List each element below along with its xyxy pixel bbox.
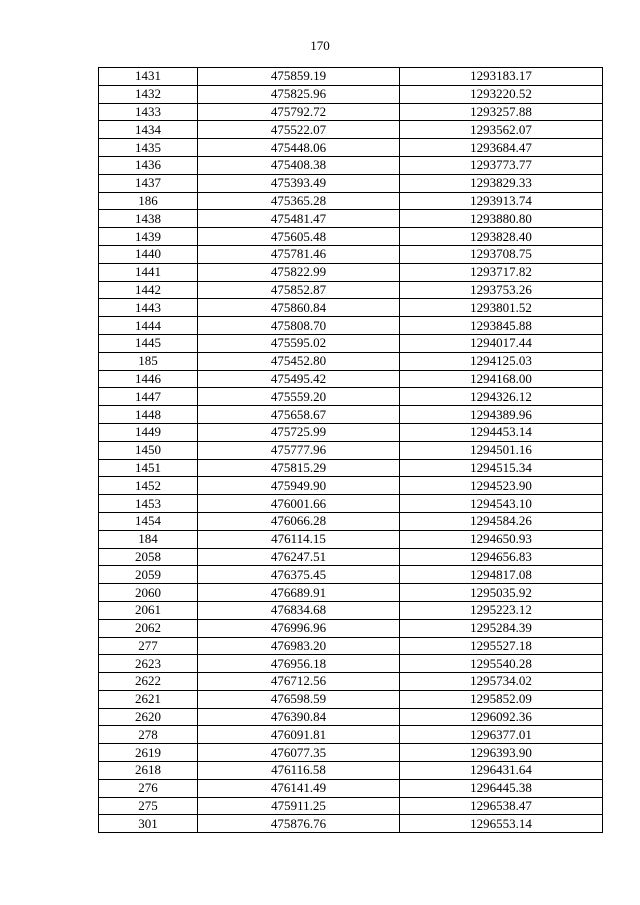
point-number-cell: 1439 [99,228,198,246]
x-coordinate-cell: 476983.20 [198,637,400,655]
y-coordinate-cell: 1295852.09 [400,690,603,708]
y-coordinate-cell: 1294650.93 [400,530,603,548]
table-row [99,530,603,548]
table-row [99,441,603,459]
y-coordinate-cell: 1296377.01 [400,726,603,744]
x-coordinate-cell: 475822.99 [198,263,400,281]
table-row [99,601,603,619]
table-row [99,673,603,691]
coordinates-table [98,67,603,833]
point-number-cell: 1435 [99,139,198,157]
table-row [99,334,603,352]
y-coordinate-cell: 1296553.14 [400,815,603,833]
x-coordinate-cell: 475911.25 [198,797,400,815]
x-coordinate-cell: 476689.91 [198,584,400,602]
y-coordinate-cell: 1294125.03 [400,352,603,370]
x-coordinate-cell: 476116.58 [198,762,400,780]
table-row [99,228,603,246]
y-coordinate-cell: 1294017.44 [400,334,603,352]
x-coordinate-cell: 476247.51 [198,548,400,566]
y-coordinate-cell: 1293708.75 [400,245,603,263]
table-row [99,797,603,815]
y-coordinate-cell: 1293562.07 [400,121,603,139]
y-coordinate-cell: 1296445.38 [400,779,603,797]
y-coordinate-cell: 1294168.00 [400,370,603,388]
x-coordinate-cell: 475595.02 [198,334,400,352]
table-row [99,762,603,780]
point-number-cell: 1444 [99,317,198,335]
y-coordinate-cell: 1294656.83 [400,548,603,566]
table-row [99,121,603,139]
point-number-cell: 1441 [99,263,198,281]
x-coordinate-cell: 475860.84 [198,299,400,317]
point-number-cell: 275 [99,797,198,815]
y-coordinate-cell: 1294523.90 [400,477,603,495]
x-coordinate-cell: 475605.48 [198,228,400,246]
point-number-cell: 1445 [99,334,198,352]
point-number-cell: 1451 [99,459,198,477]
y-coordinate-cell: 1294453.14 [400,423,603,441]
table-row [99,192,603,210]
y-coordinate-cell: 1293801.52 [400,299,603,317]
point-number-cell: 1442 [99,281,198,299]
x-coordinate-cell: 475808.70 [198,317,400,335]
x-coordinate-cell: 476375.45 [198,566,400,584]
table-row [99,263,603,281]
table-row [99,815,603,833]
point-number-cell: 1438 [99,210,198,228]
point-number-cell: 1443 [99,299,198,317]
x-coordinate-cell: 475408.38 [198,156,400,174]
x-coordinate-cell: 475859.19 [198,68,400,86]
table-row [99,584,603,602]
point-number-cell: 1434 [99,121,198,139]
y-coordinate-cell: 1293753.26 [400,281,603,299]
x-coordinate-cell: 475792.72 [198,103,400,121]
y-coordinate-cell: 1293829.33 [400,174,603,192]
x-coordinate-cell: 475365.28 [198,192,400,210]
point-number-cell: 278 [99,726,198,744]
table-row [99,139,603,157]
x-coordinate-cell: 475658.67 [198,406,400,424]
point-number-cell: 2061 [99,601,198,619]
table-row [99,637,603,655]
y-coordinate-cell: 1294584.26 [400,512,603,530]
point-number-cell: 277 [99,637,198,655]
table-row [99,548,603,566]
y-coordinate-cell: 1293220.52 [400,85,603,103]
point-number-cell: 1431 [99,68,198,86]
point-number-cell: 1440 [99,245,198,263]
table-row [99,68,603,86]
x-coordinate-cell: 476066.28 [198,512,400,530]
point-number-cell: 1452 [99,477,198,495]
x-coordinate-cell: 475452.80 [198,352,400,370]
y-coordinate-cell: 1296092.36 [400,708,603,726]
x-coordinate-cell: 475781.46 [198,245,400,263]
point-number-cell: 2623 [99,655,198,673]
table-row [99,317,603,335]
y-coordinate-cell: 1293257.88 [400,103,603,121]
x-coordinate-cell: 476141.49 [198,779,400,797]
point-number-cell: 1446 [99,370,198,388]
x-coordinate-cell: 476834.68 [198,601,400,619]
table-row [99,210,603,228]
x-coordinate-cell: 476712.56 [198,673,400,691]
y-coordinate-cell: 1294817.08 [400,566,603,584]
table-row [99,103,603,121]
table-row [99,726,603,744]
table-row [99,388,603,406]
x-coordinate-cell: 475448.06 [198,139,400,157]
y-coordinate-cell: 1293880.80 [400,210,603,228]
x-coordinate-cell: 475393.49 [198,174,400,192]
point-number-cell: 2060 [99,584,198,602]
x-coordinate-cell: 476996.96 [198,619,400,637]
point-number-cell: 1453 [99,495,198,513]
table-row [99,708,603,726]
table-row [99,423,603,441]
y-coordinate-cell: 1293773.77 [400,156,603,174]
y-coordinate-cell: 1296431.64 [400,762,603,780]
point-number-cell: 2618 [99,762,198,780]
point-number-cell: 186 [99,192,198,210]
x-coordinate-cell: 475852.87 [198,281,400,299]
x-coordinate-cell: 475876.76 [198,815,400,833]
table-row [99,352,603,370]
coordinates-table-body [99,68,603,833]
table-row [99,245,603,263]
point-number-cell: 185 [99,352,198,370]
table-row [99,156,603,174]
y-coordinate-cell: 1294501.16 [400,441,603,459]
x-coordinate-cell: 475777.96 [198,441,400,459]
point-number-cell: 1436 [99,156,198,174]
point-number-cell: 301 [99,815,198,833]
y-coordinate-cell: 1293183.17 [400,68,603,86]
point-number-cell: 1437 [99,174,198,192]
x-coordinate-cell: 476091.81 [198,726,400,744]
y-coordinate-cell: 1294389.96 [400,406,603,424]
x-coordinate-cell: 476956.18 [198,655,400,673]
table-row [99,174,603,192]
x-coordinate-cell: 476114.15 [198,530,400,548]
x-coordinate-cell: 475522.07 [198,121,400,139]
x-coordinate-cell: 475481.47 [198,210,400,228]
point-number-cell: 2058 [99,548,198,566]
x-coordinate-cell: 476001.66 [198,495,400,513]
y-coordinate-cell: 1296393.90 [400,744,603,762]
table-row [99,281,603,299]
x-coordinate-cell: 476077.35 [198,744,400,762]
table-row [99,655,603,673]
table-row [99,619,603,637]
table-row [99,566,603,584]
x-coordinate-cell: 475725.99 [198,423,400,441]
point-number-cell: 1432 [99,85,198,103]
point-number-cell: 1447 [99,388,198,406]
point-number-cell: 1433 [99,103,198,121]
table-row [99,495,603,513]
y-coordinate-cell: 1294515.34 [400,459,603,477]
table-row [99,512,603,530]
table-row [99,299,603,317]
point-number-cell: 1454 [99,512,198,530]
x-coordinate-cell: 476598.59 [198,690,400,708]
table-row [99,744,603,762]
point-number-cell: 276 [99,779,198,797]
x-coordinate-cell: 476390.84 [198,708,400,726]
point-number-cell: 1448 [99,406,198,424]
point-number-cell: 184 [99,530,198,548]
point-number-cell: 2059 [99,566,198,584]
table-row [99,477,603,495]
point-number-cell: 2622 [99,673,198,691]
x-coordinate-cell: 475495.42 [198,370,400,388]
y-coordinate-cell: 1295527.18 [400,637,603,655]
y-coordinate-cell: 1293684.47 [400,139,603,157]
point-number-cell: 1449 [99,423,198,441]
x-coordinate-cell: 475825.96 [198,85,400,103]
page-number: 170 [310,38,330,53]
y-coordinate-cell: 1294326.12 [400,388,603,406]
table-row [99,370,603,388]
y-coordinate-cell: 1295284.39 [400,619,603,637]
point-number-cell: 2620 [99,708,198,726]
point-number-cell: 2621 [99,690,198,708]
y-coordinate-cell: 1295734.02 [400,673,603,691]
point-number-cell: 2062 [99,619,198,637]
y-coordinate-cell: 1295223.12 [400,601,603,619]
x-coordinate-cell: 475559.20 [198,388,400,406]
y-coordinate-cell: 1295035.92 [400,584,603,602]
x-coordinate-cell: 475949.90 [198,477,400,495]
table-row [99,690,603,708]
y-coordinate-cell: 1295540.28 [400,655,603,673]
y-coordinate-cell: 1293717.82 [400,263,603,281]
y-coordinate-cell: 1293913.74 [400,192,603,210]
y-coordinate-cell: 1293845.88 [400,317,603,335]
point-number-cell: 2619 [99,744,198,762]
y-coordinate-cell: 1293828.40 [400,228,603,246]
table-row [99,459,603,477]
table-row [99,779,603,797]
x-coordinate-cell: 475815.29 [198,459,400,477]
y-coordinate-cell: 1296538.47 [400,797,603,815]
y-coordinate-cell: 1294543.10 [400,495,603,513]
point-number-cell: 1450 [99,441,198,459]
table-row [99,85,603,103]
table-row [99,406,603,424]
